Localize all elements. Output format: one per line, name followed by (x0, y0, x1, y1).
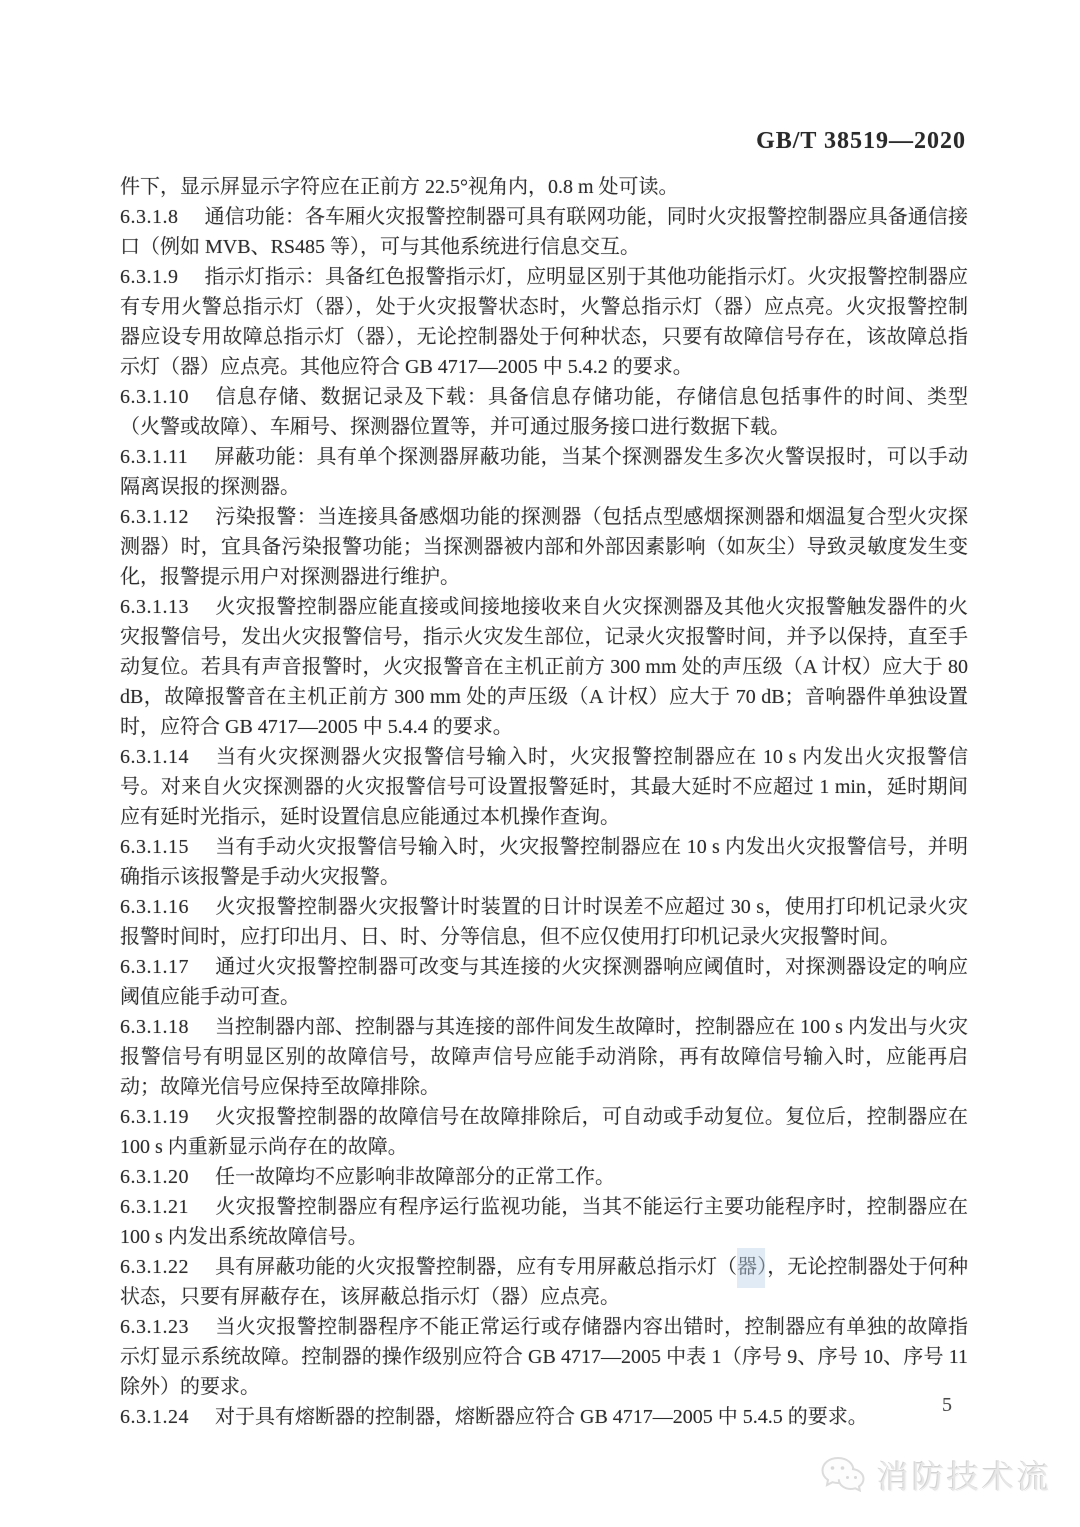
watermark-label: 消防技术流 (876, 1459, 1052, 1495)
clause-number: 6.3.1.8 (120, 206, 179, 228)
clause-number: 6.3.1.23 (120, 1316, 189, 1338)
clause-number: 6.3.1.21 (120, 1196, 189, 1218)
clause-text: 对于具有熔断器的控制器，熔断器应符合 GB 4717—2005 中 5.4.5 的要求。 (215, 1406, 868, 1428)
clause-number: 6.3.1.24 (120, 1406, 189, 1428)
clause-text: 信息存储、数据记录及下载：具备信息存储功能，存储信息包括事件的时间、类型（火警或故障）、车厢号、探测器位置等，并可通过服务接口进行数据下载。 (120, 386, 968, 438)
document-body (120, 172, 968, 1432)
clause-paragraph (120, 832, 968, 892)
clause-paragraph (120, 592, 968, 742)
clause-number: 6.3.1.11 (120, 446, 189, 468)
watermark (819, 1452, 1052, 1498)
clause-number: 6.3.1.17 (120, 956, 189, 978)
clause-paragraph (120, 1012, 968, 1102)
clause-paragraph (120, 1252, 968, 1312)
clause-text: 当有火灾探测器火灾报警信号输入时，火灾报警控制器应在 10 s 内发出火灾报警信号。对来自火灾探测器的火灾报警信号可设置报警延时，其最大延时不应超过 1 min，延时期间应有延时光指示，延时设置信息应能通过本机操作查询。 (120, 746, 968, 828)
clause-number: 6.3.1.16 (120, 896, 189, 918)
standard-code: GB/T 38519—2020 (756, 128, 966, 154)
clause-text: 件下，显示屏显示字符应在正前方 22.5°视角内，0.8 m 处可读。 (120, 176, 679, 198)
clause-paragraph (120, 1102, 968, 1162)
clause-number: 6.3.1.9 (120, 266, 179, 288)
clause-number: 6.3.1.20 (120, 1166, 189, 1188)
clause-paragraph (120, 1312, 968, 1402)
clause-text: 当有手动火灾报警信号输入时，火灾报警控制器应在 10 s 内发出火灾报警信号，并明确指示该报警是手动火灾报警。 (120, 836, 968, 888)
clause-number: 6.3.1.22 (120, 1256, 189, 1278)
clause-text: 当火灾报警控制器程序不能正常运行或存储器内容出错时，控制器应有单独的故障指示灯显示系统故障。控制器的操作级别应符合 GB 4717—2005 中表 1（序号 9、序号 10、序号 11 除外）的要求。 (120, 1316, 968, 1398)
clause-text: 通过火灾报警控制器可改变与其连接的火灾探测器响应阈值时，对探测器设定的响应阈值应能手动可查。 (120, 956, 968, 1008)
clause-number: 6.3.1.19 (120, 1106, 189, 1128)
clause-paragraph (120, 892, 968, 952)
clause-text: 污染报警：当连接具备感烟功能的探测器（包括点型感烟探测器和烟温复合型火灾探测器）时，宜具备污染报警功能；当探测器被内部和外部因素影响（如灰尘）导致灵敏度发生变化，报警提示用户对探测器进行维护。 (120, 506, 968, 588)
clause-paragraph (120, 442, 968, 502)
clause-paragraph (120, 1402, 968, 1432)
page-number: 5 (942, 1394, 952, 1416)
clause-text: 当控制器内部、控制器与其连接的部件间发生故障时，控制器应在 100 s 内发出与火灾报警信号有明显区别的故障信号，故障声信号应能手动消除，再有故障信号输入时，应能再启动；故障光信号应保持至故障排除。 (120, 1016, 968, 1098)
clause-paragraph (120, 1162, 968, 1192)
clause-number: 6.3.1.12 (120, 506, 189, 528)
clause-paragraph (120, 742, 968, 832)
clause-paragraph (120, 952, 968, 1012)
clause-paragraph (120, 1192, 968, 1252)
clause-paragraph (120, 172, 968, 202)
clause-text: 火灾报警控制器应能直接或间接地接收来自火灾探测器及其他火灾报警触发器件的火灾报警信号，发出火灾报警信号，指示火灾发生部位，记录火灾报警时间，并予以保持，直至手动复位。若具有声音报警时，火灾报警音在主机正前方 300 mm 处的声压级（A 计权）应大于 80 dB，故障报警音在主机正前方 300 mm 处的声压级（A 计权）应大于 70 dB；音响器件单独设置时，应符合 GB 4717—2005 中 5.4.4 的要求。 (120, 596, 968, 738)
clause-number: 6.3.1.13 (120, 596, 189, 618)
clause-paragraph (120, 262, 968, 382)
clause-text: 火灾报警控制器火灾报警计时装置的日计时误差不应超过 30 s，使用打印机记录火灾报警时间时，应打印出月、日、时、分等信息，但不应仅使用打印机记录火灾报警时间。 (120, 896, 968, 948)
clause-paragraph (120, 202, 968, 262)
clause-number: 6.3.1.15 (120, 836, 189, 858)
clause-text: 任一故障均不应影响非故障部分的正常工作。 (215, 1166, 615, 1188)
clause-text: 具有屏蔽功能的火灾报警控制器，应有专用屏蔽总指示灯（器），无论控制器处于何种状态，只要有屏蔽存在，该屏蔽总指示灯（器）应点亮。 (120, 1256, 968, 1308)
clause-paragraph (120, 382, 968, 442)
clause-number: 6.3.1.14 (120, 746, 189, 768)
clause-text: 火灾报警控制器应有程序运行监视功能，当其不能运行主要功能程序时，控制器应在 100 s 内发出系统故障信号。 (120, 1196, 968, 1248)
clause-text: 通信功能：各车厢火灾报警控制器可具有联网功能，同时火灾报警控制器应具备通信接口（例如 MVB、RS485 等），可与其他系统进行信息交互。 (120, 206, 968, 258)
clause-paragraph (120, 502, 968, 592)
clause-text: 指示灯指示：具备红色报警指示灯，应明显区别于其他功能指示灯。火灾报警控制器应有专用火警总指示灯（器），处于火灾报警状态时，火警总指示灯（器）应点亮。火灾报警控制器应设专用故障总指示灯（器），无论控制器处于何种状态，只要有故障信号存在，该故障总指示灯（器）应点亮。其他应符合 GB 4717—2005 中 5.4.2 的要求。 (120, 266, 968, 378)
clause-number: 6.3.1.18 (120, 1016, 189, 1038)
clause-number: 6.3.1.10 (120, 386, 189, 408)
clause-text: 火灾报警控制器的故障信号在故障排除后，可自动或手动复位。复位后，控制器应在 100 s 内重新显示尚存在的故障。 (120, 1106, 968, 1158)
wechat-icon (819, 1454, 867, 1496)
clause-text: 屏蔽功能：具有单个探测器屏蔽功能，当某个探测器发生多次火警误报时，可以手动隔离误报的探测器。 (120, 446, 968, 498)
